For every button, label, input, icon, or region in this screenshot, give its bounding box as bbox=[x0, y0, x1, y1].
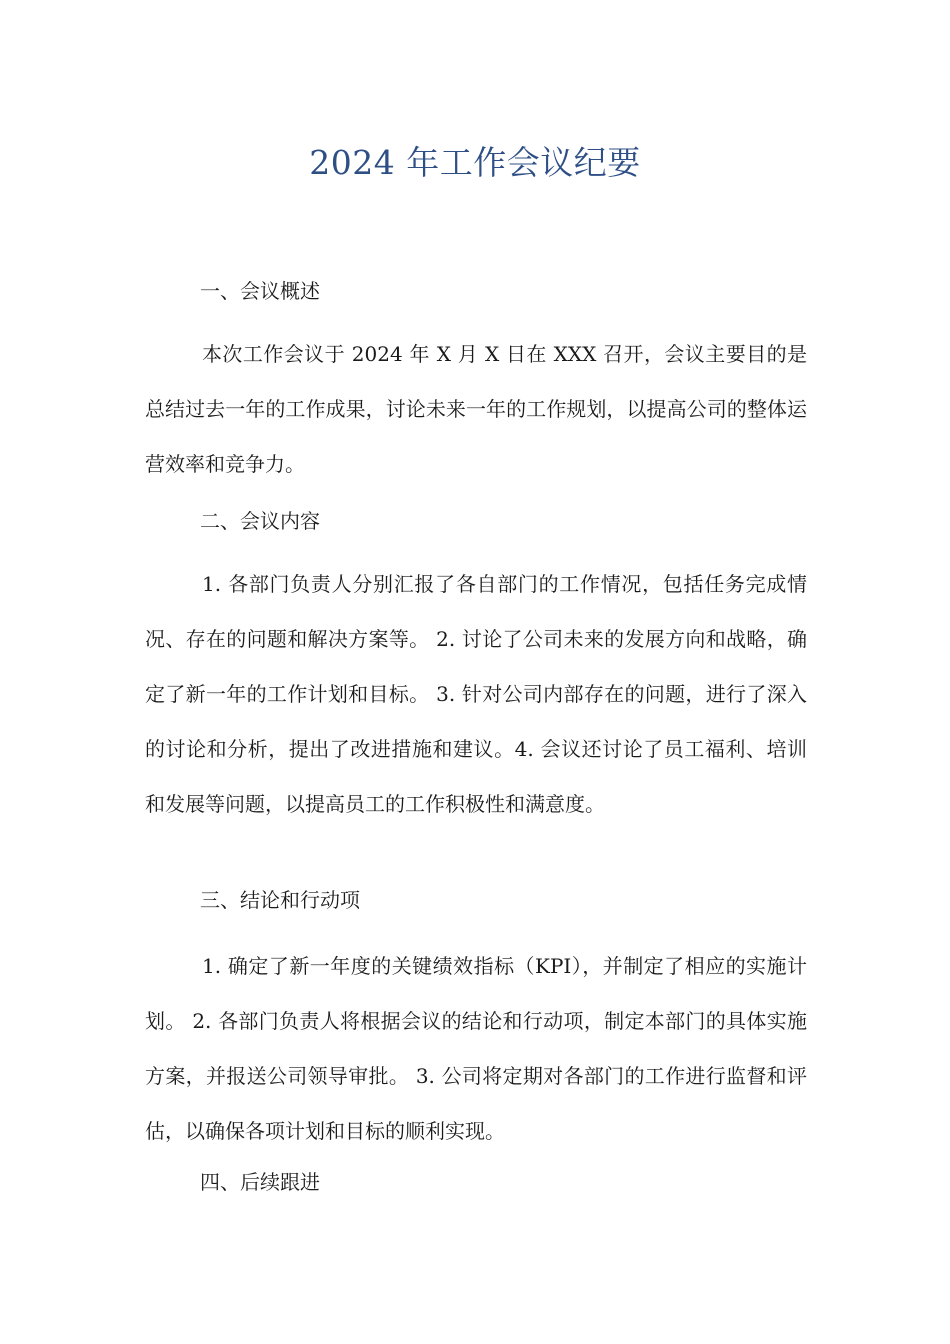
document-title: 2024 年工作会议纪要 bbox=[309, 143, 641, 182]
list-item: 1. 各部门负责人分别汇报了各自部门的工作情况，包括任务完成情况、存在的问题和解决方案等。 bbox=[145, 572, 807, 651]
section-heading-conclusions: 三、结论和行动项 bbox=[200, 888, 360, 912]
section-heading-followup: 四、后续跟进 bbox=[200, 1170, 320, 1194]
section-paragraph-overview: 本次工作会议于 2024 年 X 月 X 日在 XXX 召开，会议主要目的是总结过去一年的工作成果，讨论未来一年的工作规划，以提高公司的整体运营效率和竞争力。 bbox=[145, 342, 807, 476]
list-item: 1. 确定了新一年度的关键绩效指标（KPI），并制定了相应的实施计划。 bbox=[145, 954, 807, 1033]
section-heading-overview: 一、会议概述 bbox=[200, 279, 320, 303]
section-list-conclusions bbox=[145, 939, 807, 1159]
list-item: 4. 会议还讨论了员工福利、培训和发展等问题，以提高员工的工作积极性和满意度。 bbox=[145, 737, 807, 816]
section-heading-content: 二、会议内容 bbox=[200, 509, 320, 533]
section-list-content bbox=[145, 557, 807, 832]
list-item: 2. 各部门负责人将根据会议的结论和行动项，制定本部门的具体实施方案，并报送公司领导审批。 bbox=[145, 1009, 807, 1088]
list-item: 3. 针对公司内部存在的问题，进行了深入的讨论和分析，提出了改进措施和建议。 bbox=[145, 682, 808, 761]
list-item: 2. 讨论了公司未来的发展方向和战略，确定了新一年的工作计划和目标。 bbox=[145, 627, 808, 706]
list-item: 3. 公司将定期对各部门的工作进行监督和评估，以确保各项计划和目标的顺利实现。 bbox=[145, 1064, 807, 1143]
